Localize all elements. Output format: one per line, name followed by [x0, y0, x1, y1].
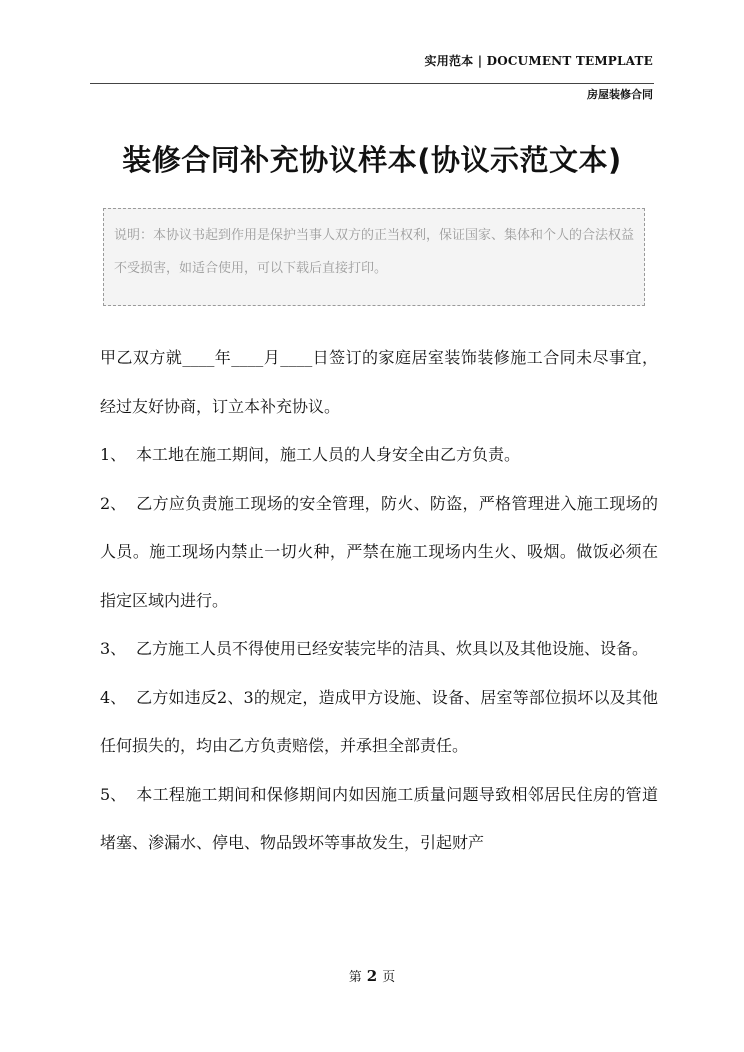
clause-text: 乙方施工人员不得使用已经安装完毕的洁具、炊具以及其他设施、设备。 [136, 639, 649, 658]
page-footer [0, 966, 744, 985]
header-divider [90, 83, 654, 84]
clause-number: 1、 [100, 445, 127, 464]
header-category: 房屋装修合同 [587, 88, 653, 101]
footer-suffix: 页 [382, 970, 396, 985]
clause-text: 乙方应负责施工现场的安全管理，防火、防盗，严格管理进入施工现场的人员。施工现场内禁止一切火种，严禁在施工现场内生火、吸烟。做饭必须在指定区域内进行。 [100, 493, 658, 610]
document-body [100, 334, 658, 868]
clause-1 [100, 431, 658, 480]
clause-number: 2、 [100, 493, 127, 513]
document-title: 装修合同补充协议样本(协议示范文本) [122, 143, 622, 177]
clause-number: 4、 [100, 687, 127, 707]
clause-text: 乙方如违反2、3的规定，造成甲方设施、设备、居室等部位损坏以及其他任何损失的，均由乙方负责赔偿，并承担全部责任。 [100, 687, 658, 755]
page-number: 2 [366, 967, 378, 985]
note-box [103, 208, 645, 306]
clause-4 [100, 674, 658, 771]
clause-text: 本工地在施工期间，施工人员的人身安全由乙方负责。 [136, 445, 521, 464]
clause-text: 本工程施工期间和保修期间内如因施工质量问题导致相邻居民住房的管道堵塞、渗漏水、停电、物品毁坏等事故发生，引起财产 [100, 784, 658, 852]
clause-2 [100, 480, 658, 626]
clause-number: 3、 [100, 639, 127, 658]
intro-paragraph: 甲乙双方就____年____月____日签订的家庭居室装饰装修施工合同未尽事宜，经过友好协商，订立本补充协议。 [100, 348, 658, 416]
footer-prefix: 第 [348, 970, 362, 985]
clause-number: 5、 [100, 784, 127, 804]
clause-5 [100, 771, 658, 868]
clause-3 [100, 625, 658, 674]
note-text: 说明：本协议书起到作用是保护当事人双方的正当权利，保证国家、集体和个人的合法权益不受损害，如适合使用，可以下载后直接打印。 [114, 228, 635, 276]
header-brand: 实用范本 | DOCUMENT TEMPLATE [424, 54, 653, 68]
